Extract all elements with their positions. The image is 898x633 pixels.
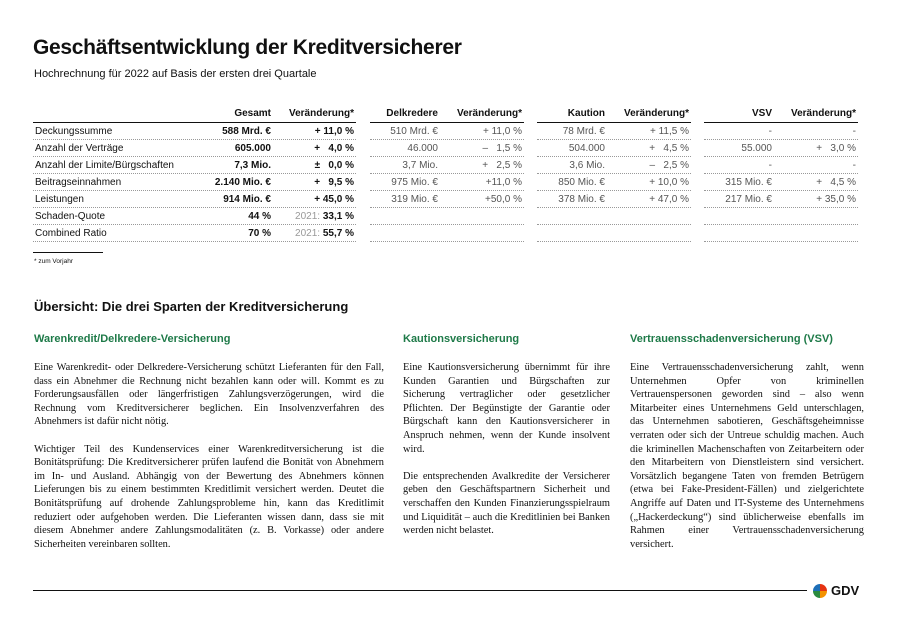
row-label: Deckungssumme bbox=[35, 125, 113, 137]
column-heading-kaution: Kautionsversicherung bbox=[403, 333, 520, 345]
cell-kaution-change: + 10,0 % bbox=[649, 176, 689, 188]
header-vsv: VSV bbox=[751, 107, 772, 119]
table-row bbox=[33, 174, 356, 191]
header-kaution-change: Veränderung* bbox=[623, 107, 689, 119]
cell-vsv-change: + 4,5 % bbox=[816, 176, 856, 188]
cell-gesamt-change: + 45,0 % bbox=[314, 193, 354, 205]
cell-vsv-change: - bbox=[852, 125, 856, 137]
cell-gesamt: 605.000 bbox=[234, 142, 271, 154]
table-row bbox=[704, 123, 858, 140]
cell-gesamt: 70 % bbox=[248, 227, 271, 239]
table-row bbox=[537, 174, 691, 191]
row-label: Schaden-Quote bbox=[35, 210, 106, 222]
table-row bbox=[370, 225, 524, 242]
table-row bbox=[537, 208, 691, 225]
cell-vsv-change: - bbox=[852, 159, 856, 171]
prev-year-label: 2021: bbox=[295, 227, 321, 239]
table-row bbox=[33, 208, 356, 225]
cell-gesamt-change bbox=[273, 211, 356, 222]
table-row bbox=[33, 191, 356, 208]
row-label: Combined Ratio bbox=[35, 227, 107, 239]
cell-vsv: - bbox=[768, 125, 772, 137]
header-gesamt-change: Veränderung* bbox=[288, 107, 354, 119]
prev-year-value: 33,1 % bbox=[322, 210, 354, 222]
table-row bbox=[537, 157, 691, 174]
table-row bbox=[370, 174, 524, 191]
table-row bbox=[704, 140, 858, 157]
cell-kaution: 850 Mio. € bbox=[558, 176, 605, 188]
paragraph: Wichtiger Teil des Kundenservices einer Warenkreditversicherung ist die Bonitätsprüfung: Die Kreditversicherer prüfen laufend die Bonität von Abnehmern im In- und Ausland. Abhängig von der Bewertung des Abnehmers können Lieferungen bis zu einem bestimmten Kreditlimit versichert werden. Deutet die Bonitätsprüfung auf drohende Zahlungsprobleme hin, kann das Kreditlimit reduziert oder aufgehoben werden. Die Lieferanten wissen dann, dass sie mit diesem Abnehmer andere Zahlungsmodalitäten (z. B. Vorkasse) oder andere Sicherheiten vereinbaren sollten. bbox=[34, 443, 384, 550]
table-row bbox=[537, 191, 691, 208]
cell-gesamt: 914 Mio. € bbox=[223, 193, 271, 205]
cell-vsv-change: + 35,0 % bbox=[816, 193, 856, 205]
gdv-logo-text: GDV bbox=[831, 583, 860, 598]
table-row bbox=[704, 174, 858, 191]
cell-gesamt-change: + 9,5 % bbox=[314, 176, 354, 188]
cell-kaution-change: + 4,5 % bbox=[649, 142, 689, 154]
table-delkredere bbox=[370, 104, 524, 242]
cell-delkredere-change: + 2,5 % bbox=[482, 159, 522, 171]
table-row bbox=[370, 191, 524, 208]
table-row bbox=[370, 208, 524, 225]
prev-year-label: 2021: bbox=[295, 210, 321, 222]
table-row bbox=[537, 225, 691, 242]
page-subtitle: Hochrechnung für 2022 auf Basis der ersten drei Quartale bbox=[34, 68, 317, 80]
cell-delkredere: 510 Mrd. € bbox=[390, 125, 438, 137]
cell-gesamt-change: + 11,0 % bbox=[314, 125, 354, 137]
footnote-rule bbox=[33, 252, 103, 253]
prev-year-value: 55,7 % bbox=[322, 227, 354, 239]
row-label: Beitragseinnahmen bbox=[35, 176, 122, 188]
table-row bbox=[370, 140, 524, 157]
column-text-kaution bbox=[403, 361, 610, 551]
table-row bbox=[33, 123, 356, 140]
table-row bbox=[370, 157, 524, 174]
cell-vsv-change: + 3,0 % bbox=[816, 142, 856, 154]
cell-kaution: 78 Mrd. € bbox=[562, 125, 605, 137]
gdv-logo-icon bbox=[813, 584, 827, 598]
cell-gesamt-change: ± 0,0 % bbox=[314, 159, 354, 171]
table-header-row bbox=[33, 104, 356, 123]
row-label: Anzahl der Limite/Bürgschaften bbox=[35, 159, 174, 171]
cell-gesamt: 7,3 Mio. bbox=[234, 159, 271, 171]
cell-delkredere: 319 Mio. € bbox=[391, 193, 438, 205]
column-heading-vsv: Vertrauensschadenversicherung (VSV) bbox=[630, 333, 833, 345]
cell-kaution-change: – 2,5 % bbox=[649, 159, 689, 171]
table-gesamt bbox=[33, 104, 356, 242]
cell-vsv: - bbox=[768, 159, 772, 171]
cell-kaution: 504.000 bbox=[568, 142, 605, 154]
table-row bbox=[370, 123, 524, 140]
table-header-row bbox=[537, 104, 691, 123]
cell-delkredere-change: +11,0 % bbox=[485, 176, 522, 188]
overview-heading: Übersicht: Die drei Sparten der Kreditversicherung bbox=[34, 299, 349, 314]
table-row bbox=[704, 225, 858, 242]
cell-vsv: 315 Mio. € bbox=[725, 176, 772, 188]
table-row bbox=[704, 157, 858, 174]
cell-kaution-change: + 47,0 % bbox=[649, 193, 689, 205]
cell-delkredere-change: – 1,5 % bbox=[482, 142, 522, 154]
cell-delkredere: 3,7 Mio. bbox=[402, 159, 438, 171]
cell-delkredere-change: +50,0 % bbox=[485, 193, 522, 205]
paragraph: Die entsprechenden Avalkredite der Versicherer geben den Geschäftspartnern Sicherheit und verschaffen den Kunden Finanzierungsspielraum und Liquidität – auch die Kreditlinien bei Banken werden nicht belastet. bbox=[403, 470, 610, 537]
paragraph: Eine Kautionsversicherung übernimmt für ihre Kunden Garantien und Bürgschaften zur Sicherung vertraglicher oder gesetzlicher Pflichten. Der Begünstigte der Garantie oder Bürgschaft kann den Kautionsversicherer in Anspruch nehmen, wenn der Kunde insolvent wird. bbox=[403, 362, 610, 455]
cell-gesamt: 2.140 Mio. € bbox=[214, 176, 271, 188]
column-text-warenkredit bbox=[34, 361, 384, 565]
gdv-logo bbox=[813, 583, 859, 598]
table-header-row bbox=[370, 104, 524, 123]
header-kaution: Kaution bbox=[567, 107, 605, 119]
cell-gesamt-change bbox=[273, 228, 356, 239]
page-title: Geschäftsentwicklung der Kreditversicherer bbox=[33, 36, 462, 59]
cell-kaution: 378 Mio. € bbox=[558, 193, 605, 205]
cell-delkredere-change: + 11,0 % bbox=[482, 125, 522, 137]
table-kaution bbox=[537, 104, 691, 242]
cell-delkredere: 46.000 bbox=[407, 142, 438, 154]
column-heading-warenkredit: Warenkredit/Delkredere-Versicherung bbox=[34, 333, 231, 345]
row-label: Leistungen bbox=[35, 193, 84, 205]
column-text-vsv bbox=[630, 361, 864, 565]
cell-kaution-change: + 11,5 % bbox=[649, 125, 689, 137]
footnote: * zum Vorjahr bbox=[34, 258, 74, 265]
cell-gesamt: 44 % bbox=[248, 210, 271, 222]
table-vsv bbox=[704, 104, 858, 242]
cell-delkredere: 975 Mio. € bbox=[391, 176, 438, 188]
paragraph: Eine Vertrauensschadenversicherung zahlt, wenn Unternehmen Opfer von kriminellen Vertrauenspersonen geworden sind – also wenn Mitarbeiter eines Unternehmens Geld unterschlagen, das Unternehmen sabotieren, Geschäftsgeheimnisse verraten oder sich der Untreue schuldig machen. Auch die kriminellen Machenschaften von Zeitarbeitern oder den Mitarbeitern von Dienstleistern sind versichert. Vorsätzlich begangene Taten von fremden Betrügern (etwa bei Fake-President-Fällen) und zielgerichtete Angriffe auf Daten und IT-Systeme des Unternehmens („Hackerdeckung“) sind üblicherweise ebenfalls im Rahmen einer Vertrauensschadenversicherung versichert. bbox=[630, 362, 864, 550]
cell-vsv: 217 Mio. € bbox=[725, 193, 772, 205]
table-row bbox=[704, 208, 858, 225]
cell-kaution: 3,6 Mio. bbox=[569, 159, 605, 171]
cell-vsv: 55.000 bbox=[741, 142, 772, 154]
table-row bbox=[33, 225, 356, 242]
header-vsv-change: Veränderung* bbox=[790, 107, 856, 119]
table-row bbox=[537, 123, 691, 140]
paragraph: Eine Warenkredit- oder Delkredere-Versicherung schützt Lieferanten für den Fall, dass ein Abnehmer die Rechnung nicht bezahlen kann oder will. Kommt es zu Forderungsausfällen oder längerfristigen Zahlungsverzögerungen, wird die Rechnung vom Kreditversicherer beglichen. Ein Insolvenzverfahren des Abnehmers ist dafür nicht nötig. bbox=[34, 362, 384, 428]
header-gesamt: Gesamt bbox=[234, 107, 271, 119]
table-row bbox=[537, 140, 691, 157]
cell-gesamt-change: + 4,0 % bbox=[314, 142, 354, 154]
header-delkredere-change: Veränderung* bbox=[456, 107, 522, 119]
table-row bbox=[33, 140, 356, 157]
table-row bbox=[704, 191, 858, 208]
footer-rule bbox=[33, 590, 807, 591]
header-delkredere: Delkredere bbox=[386, 107, 438, 119]
cell-gesamt: 588 Mrd. € bbox=[222, 125, 271, 137]
table-header-row bbox=[704, 104, 858, 123]
row-label: Anzahl der Verträge bbox=[35, 142, 124, 154]
table-row bbox=[33, 157, 356, 174]
